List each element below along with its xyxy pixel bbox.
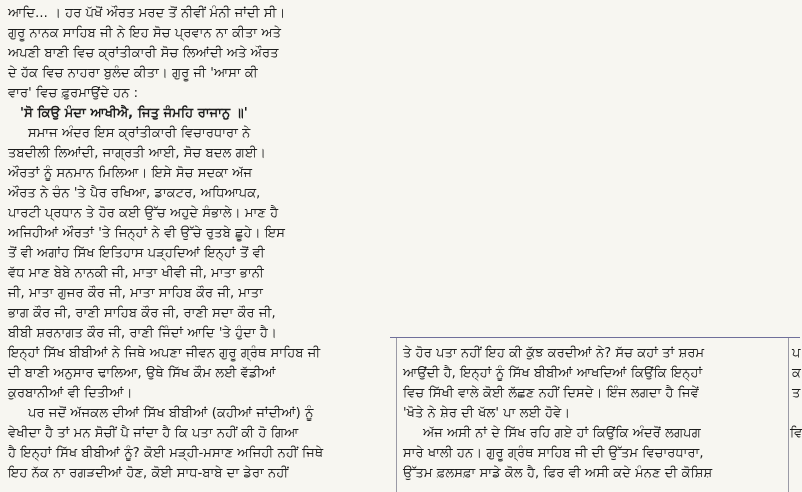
left-line-16: ਭਾਗ ਕੌਰ ਜੀ, ਰਾਣੀ ਸਾਹਿਬ ਕੌਰ ਜੀ, ਰਾਣੀ ਸਦਾ ਕੌਰ ਜੀ, — [8, 306, 276, 321]
left-line-17: ਬੀਬੀ ਸ਼ਰਨਾਗਤ ਕੌਰ ਜੀ, ਰਾਣੀ ਜਿੰਦਾਂ ਆਦਿ 'ਤੇ ਹੁੰਦਾ ਹੈ। — [8, 326, 277, 341]
middle-line-7: ਉੱਤਮ ਫ਼ਲਸਫ਼ਾ ਸਾਡੇ ਕੋਲ ਹੈ, ਫਿਰ ਵੀ ਅਸੀ ਕਦੇ ਮੰਨਣ ਦੀ ਕੋਸ਼ਿਸ਼ — [403, 466, 713, 481]
right-line-3: ਤ — [792, 386, 801, 401]
column-divider-2 — [788, 338, 789, 492]
middle-line-3: ਵਿਚ ਸਿੱਖੀ ਵਾਲੇ ਕੋਈ ਲੱਛਣ ਨਹੀਂ ਦਿਸਦੇ। ਇੰਜ ਲਗਦਾ ਹੈ ਜਿਵੇਂ — [403, 386, 699, 401]
left-line-18: ਇਨ੍ਹਾਂ ਸਿੱਖ ਬੀਬੀਆਂ ਨੇ ਜਿਥੇ ਅਪਣਾ ਜੀਵਨ ਗੁਰੂ ਗ੍ਰੰਥ ਸਾਹਿਬ ਜੀ — [8, 346, 321, 361]
quote-line: 'ਸੋ ਕਿਉ ਮੰਦਾ ਆਖੀਐ, ਜਿਤੁ ਜੰਮਹਿ ਰਾਜਾਨੁ ॥' — [20, 106, 248, 121]
left-line-1: ਆਦਿ... । ਹਰ ਪੱਖੋਂ ਔਰਤ ਮਰਦ ਤੋਂ ਨੀਵੀਂ ਮੰਨੀ ਜਾਂਦੀ ਸੀ। — [8, 6, 286, 21]
left-line-11: ਪਾਰਟੀ ਪ੍ਰਧਾਨ ਤੇ ਹੋਰ ਕਈ ਉੱਚ ਅਹੁਦੇ ਸੰਭਾਲੇ। ਮਾਣ ਹੈ — [8, 206, 279, 221]
left-line-23: ਹੈ ਇਨ੍ਹਾਂ ਸਿੱਖ ਬੀਬੀਆਂ ਨੂੰ? ਕੋਈ ਮੜ੍ਹੀ-ਮਸਾਣ ਅਜਿਹੀ ਨਹੀਂ ਜਿਥੇ — [8, 446, 324, 461]
left-line-24: ਇਹ ਨੱਕ ਨਾ ਰਗੜਦੀਆਂ ਹੋਣ, ਕੋਈ ਸਾਧ-ਬਾਬੇ ਦਾ ਡੇਰਾ ਨਹੀਂ — [8, 466, 289, 481]
left-line-15: ਜੀ, ਮਾਤਾ ਗੁਜਰ ਕੌਰ ਜੀ, ਮਾਤਾ ਸਾਹਿਬ ਕੌਰ ਜੀ, ਮਾਤਾ — [8, 286, 263, 301]
middle-line-6: ਸਾਰੇ ਖਾਲੀ ਹਨ। ਗੁਰੂ ਗ੍ਰੰਥ ਸਾਹਿਬ ਜੀ ਦੀ ਉੱਤਮ ਵਿਚਾਰਧਾਰਾ, — [403, 446, 704, 461]
middle-line-1: ਤੇ ਹੋਰ ਪਤਾ ਨਹੀਂ ਇਹ ਕੀ ਕੁੱਝ ਕਰਦੀਆਂ ਨੇ? ਸੱਚ ਕਹਾਂ ਤਾਂ ਸ਼ਰਮ — [403, 346, 705, 361]
left-line-8: ਤਬਦੀਲੀ ਲਿਆਂਦੀ, ਜਾਗ੍ਰਤੀ ਆਈ, ਸੋਚ ਬਦਲ ਗਈ। — [8, 146, 266, 161]
column-divider-1 — [396, 338, 397, 492]
left-line-4: ਦੇ ਹੱਕ ਵਿਚ ਨਾਹਰਾ ਬੁਲੰਦ ਕੀਤਾ। ਗੁਰੂ ਜੀ 'ਆਸਾ ਕੀ — [8, 66, 258, 81]
left-line-12: ਅਜਿਹੀਆਂ ਔਰਤਾਂ 'ਤੇ ਜਿਨ੍ਹਾਂ ਨੇ ਵੀ ਉੱਚੇ ਰੁਤਬੇ ਛੂਹੇ। ਇਸ — [8, 226, 285, 241]
middle-line-5: ਅੱਜ ਅਸੀ ਨਾਂ ਦੇ ਸਿੱਖ ਰਹਿ ਗਏ ਹਾਂ ਕਿਉਂਕਿ ਅੰਦਰੋਂ ਲਗਪਗ — [423, 426, 701, 441]
left-line-7: ਸਮਾਜ ਅੰਦਰ ਇਸ ਕ੍ਰਾਂਤੀਕਾਰੀ ਵਿਚਾਰਧਾਰਾ ਨੇ — [28, 126, 251, 141]
right-line-2: ਕ — [792, 366, 801, 381]
left-line-9: ਔਰਤਾਂ ਨੂੰ ਸਨਮਾਨ ਮਿਲਿਆ। ਇਸੇ ਸੋਚ ਸਦਕਾ ਅੱਜ — [8, 166, 253, 181]
middle-line-2: ਆਉਂਦੀ ਹੈ, ਇਨ੍ਹਾਂ ਨੂੰ ਸਿੱਖ ਬੀਬੀਆਂ ਆਖਦਿਆਂ ਕਿਉਂਕਿ ਇਨ੍ਹਾਂ — [403, 366, 703, 381]
left-line-20: ਕੁਰਬਾਨੀਆਂ ਵੀ ਦਿਤੀਆਂ। — [8, 386, 133, 401]
right-line-5: ਵਿ — [790, 426, 802, 441]
middle-line-4: 'ਖੋਤੇ ਨੇ ਸ਼ੇਰ ਦੀ ਖੱਲ' ਪਾ ਲਈ ਹੋਵੇ। — [403, 406, 571, 421]
left-line-22: ਵੇਖੀਦਾ ਹੈ ਤਾਂ ਮਨ ਸੋਚੀਂ ਪੈ ਜਾਂਦਾ ਹੈ ਕਿ ਪਤਾ ਨਹੀਂ ਕੀ ਹੋ ਗਿਆ — [8, 426, 299, 441]
right-line-1: ਪ — [792, 346, 801, 361]
left-line-21: ਪਰ ਜਦੋਂ ਅੱਜਕਲ ਦੀਆਂ ਸਿੱਖ ਬੀਬੀਆਂ (ਕਹੀਆਂ ਜਾਂਦੀਆਂ) ਨੂੰ — [28, 406, 314, 421]
left-line-19: ਦੀ ਬਾਣੀ ਅਨੁਸਾਰ ਢਾਲਿਆ, ਉਥੇ ਸਿੱਖ ਕੌਮ ਲਈ ਵੱਡੀਆਂ — [8, 366, 276, 381]
section-divider — [390, 337, 800, 338]
left-line-14: ਵੱਧ ਮਾਣ ਬੇਬੇ ਨਾਨਕੀ ਜੀ, ਮਾਤਾ ਖੀਵੀ ਜੀ, ਮਾਤਾ ਭਾਨੀ — [8, 266, 264, 281]
left-line-5: ਵਾਰ' ਵਿਚ ਫ਼ੁਰਮਾਉਂਦੇ ਹਨ : — [8, 86, 139, 101]
left-line-3: ਅਪਣੀ ਬਾਣੀ ਵਿਚ ਕ੍ਰਾਂਤੀਕਾਰੀ ਸੋਚ ਲਿਆਂਦੀ ਅਤੇ ਔਰਤ — [8, 46, 279, 61]
left-line-2: ਗੁਰੂ ਨਾਨਕ ਸਾਹਿਬ ਜੀ ਨੇ ਇਹ ਸੋਚ ਪ੍ਰਵਾਨ ਨਾ ਕੀਤਾ ਅਤੇ — [8, 26, 282, 41]
left-line-13: ਤੋਂ ਵੀ ਅਗਾਂਹ ਸਿੱਖ ਇਤਿਹਾਸ ਪੜ੍ਹਦਿਆਂ ਇਨ੍ਹਾਂ ਤੋਂ ਵੀ — [8, 246, 265, 261]
left-line-10: ਔਰਤ ਨੇ ਚੰਨ 'ਤੇ ਪੈਰ ਰਖਿਆ, ਡਾਕਟਰ, ਅਧਿਆਪਕ, — [8, 186, 261, 201]
